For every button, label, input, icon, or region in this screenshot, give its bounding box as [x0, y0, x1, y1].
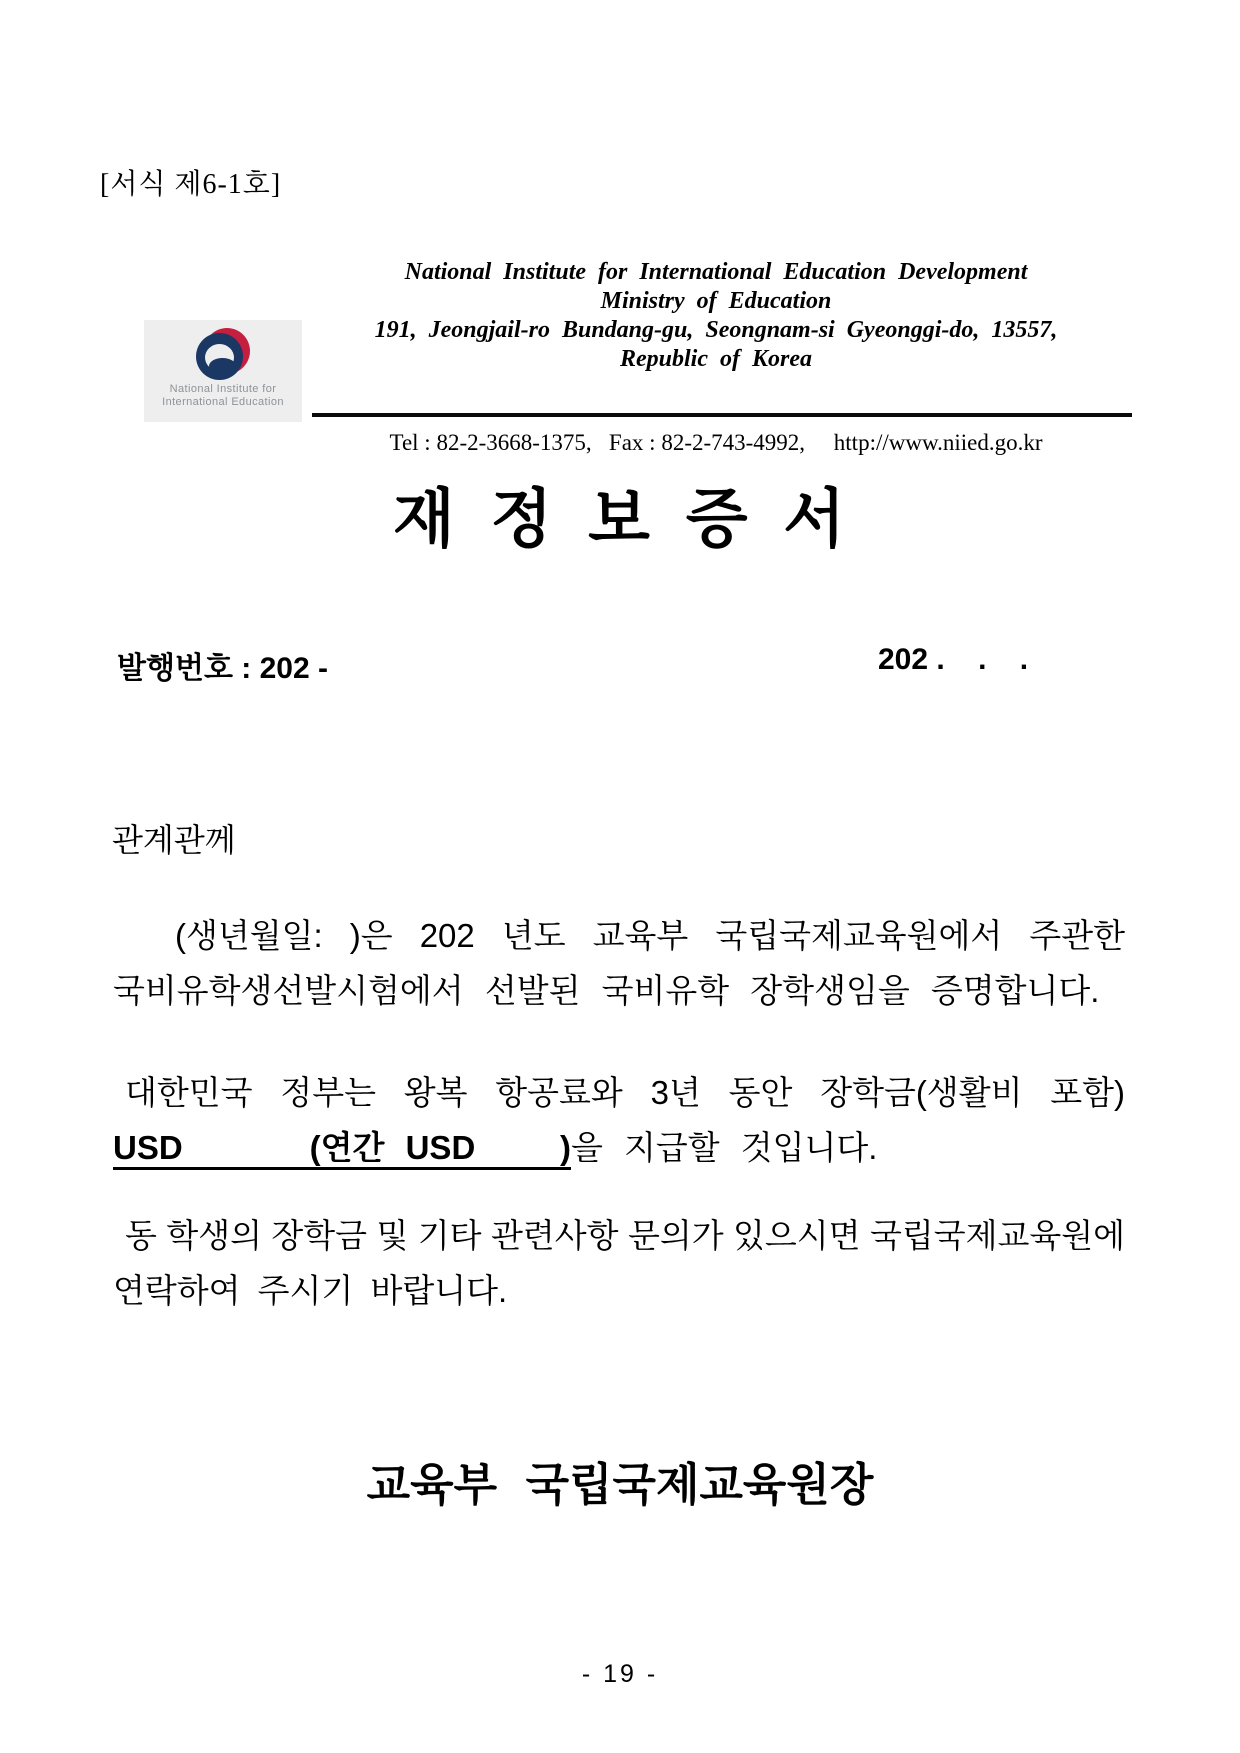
form-number: [서식 제6-1호]	[100, 169, 282, 200]
issue-number-label: 발행번호 : 202 -	[117, 652, 328, 685]
contact-info: Tel : 82-2-3668-1375, Fax : 82-2-743-4992, http://www.niied.go.kr	[389, 430, 1043, 455]
paragraph-scholarship-line2	[113, 1120, 1125, 1175]
paragraph-scholarship-line1: 대한민국 정부는 왕복 항공료와 3년 동안 장학금(생활비 포함)	[125, 1074, 1125, 1111]
paragraph-certification-line2: 국비유학생선발시험에서 선발된 국비유학 장학생임을 증명합니다.	[113, 972, 1100, 1009]
address-line-3: 191, Jeongjail-ro Bundang-gu, Seongnam-si Gyeonggi-do, 13557,	[374, 317, 1058, 343]
paragraph-scholarship-rest: 을 지급할 것입니다.	[570, 1129, 878, 1166]
paragraph-contact-request	[113, 1208, 1125, 1318]
paragraph-certification	[113, 908, 1125, 1018]
korea-government-emblem-icon	[196, 328, 250, 380]
paragraph-contact-request-line2: 연락하여 주시기 바랍니다.	[113, 1272, 508, 1309]
letterhead-divider	[312, 413, 1132, 417]
address-line-2: Ministry of Education	[600, 288, 832, 314]
logo-caption-line2: International Education	[162, 396, 284, 408]
issue-date: 202 . . .	[878, 643, 1029, 676]
document-title: 재 정 보 증 서	[392, 483, 848, 555]
paragraph-contact-request-line1: 동 학생의 장학금 및 기타 관련사항 문의가 있으시면 국립국제교육원에	[125, 1217, 1125, 1254]
niied-logo	[144, 320, 302, 422]
letterhead-address	[300, 258, 1132, 374]
paragraph-certification-line1: (생년월일: )은 202 년도 교육부 국립국제교육원에서 주관한	[175, 917, 1125, 954]
logo-caption-line1: National Institute for	[169, 383, 277, 395]
address-line-1: National Institute for International Education Development	[404, 259, 1028, 285]
salutation: 관계관께	[112, 822, 236, 858]
emblem-navy-dot	[209, 358, 236, 374]
paragraph-scholarship	[113, 1065, 1125, 1175]
usd-amount-blank: USD (연간 USD )	[113, 1129, 571, 1170]
address-line-4: Republic of Korea	[620, 346, 812, 372]
signature-title: 교육부 국립국제교육원장	[366, 1459, 874, 1510]
page-number: - 19 -	[581, 1660, 659, 1688]
